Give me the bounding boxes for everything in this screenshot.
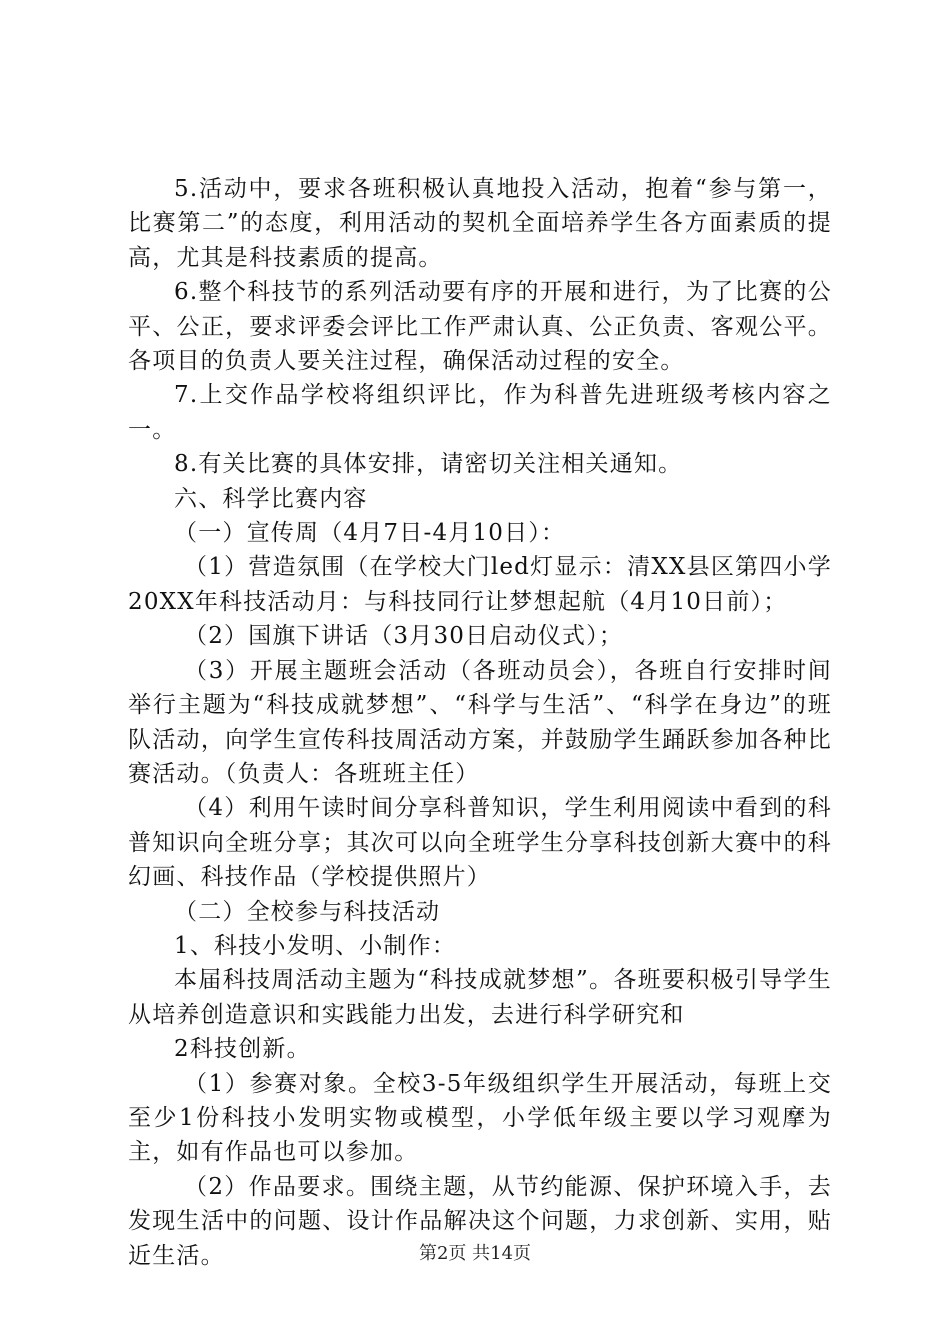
paragraph-theme: 本届科技周活动主题为“科技成就梦想”。各班要积极引导学生从培养创造意识和实践能力出发，去进行科学研究和 (128, 967, 832, 1028)
paragraph-item-6: 6.整个科技节的系列活动要有序的开展和进行，为了比赛的公平、公正，要求评委会评比工作严肃认真、公正负责、客观公平。各项目的负责人要关注过程，确保活动过程的安全。 (128, 279, 832, 375)
section-heading-six: 六、科学比赛内容 (174, 485, 368, 512)
paragraph-atmosphere: （1）营造氛围（在学校大门led灯显示：清XX县区第四小学20XX年科技活动月：与科技同行让梦想起航（4月10日前）； (128, 554, 832, 615)
subsection-heading-publicity-week: （一）宣传周（4月7日-4月10日）： (174, 520, 566, 547)
item-heading-inventions: 1、科技小发明、小制作： (174, 932, 457, 959)
subsection-heading-school-activities: （二）全校参与科技活动 (174, 898, 441, 925)
paragraph-item-5: 5.活动中，要求各班积极认真地投入活动，抱着“参与第一，比赛第二”的态度，利用活动的契机全面培养学生各方面素质的提高，尤其是科技素质的提高。 (128, 176, 832, 271)
paragraph-reading-share: （4）利用午读时间分享科普知识，学生利用阅读中看到的科普知识向全班分享；其次可以向全班学生分享科技创新大赛中的科幻画、科技作品（学校提供照片） (128, 795, 832, 891)
paragraph-item-8: 8.有关比赛的具体安排，请密切关注相关通知。 (174, 451, 683, 478)
paragraph-class-meeting: （3）开展主题班会活动（各班动员会），各班自行安排时间举行主题为“科技成就梦想”、“科学与生活”、“科学在身边”的班队活动，向学生宣传科技周活动方案，并鼓励学生踊跃参加各种比赛活动。（负责人：各班班主任） (128, 657, 832, 787)
paragraph-theme-continued: 2科技创新。 (174, 1036, 311, 1063)
paragraph-flag-speech: （2）国旗下讲话（3月30日启动仪式）； (184, 623, 624, 650)
document-body (128, 172, 832, 1273)
page-footer: 第2页 共14页 (418, 1243, 532, 1264)
paragraph-participants: （1）参赛对象。全校3-5年级组织学生开展活动，每班上交至少1份科技小发明实物或模型，小学低年级主要以学习观摩为主，如有作品也可以参加。 (128, 1070, 832, 1166)
paragraph-item-7: 7.上交作品学校将组织评比，作为科普先进班级考核内容之一。 (128, 382, 832, 443)
paragraph-work-requirements: （2）作品要求。围绕主题，从节约能源、保护环境入手，去发现生活中的问题、设计作品解决这个问题，力求创新、实用，贴近生活。 (128, 1173, 832, 1269)
